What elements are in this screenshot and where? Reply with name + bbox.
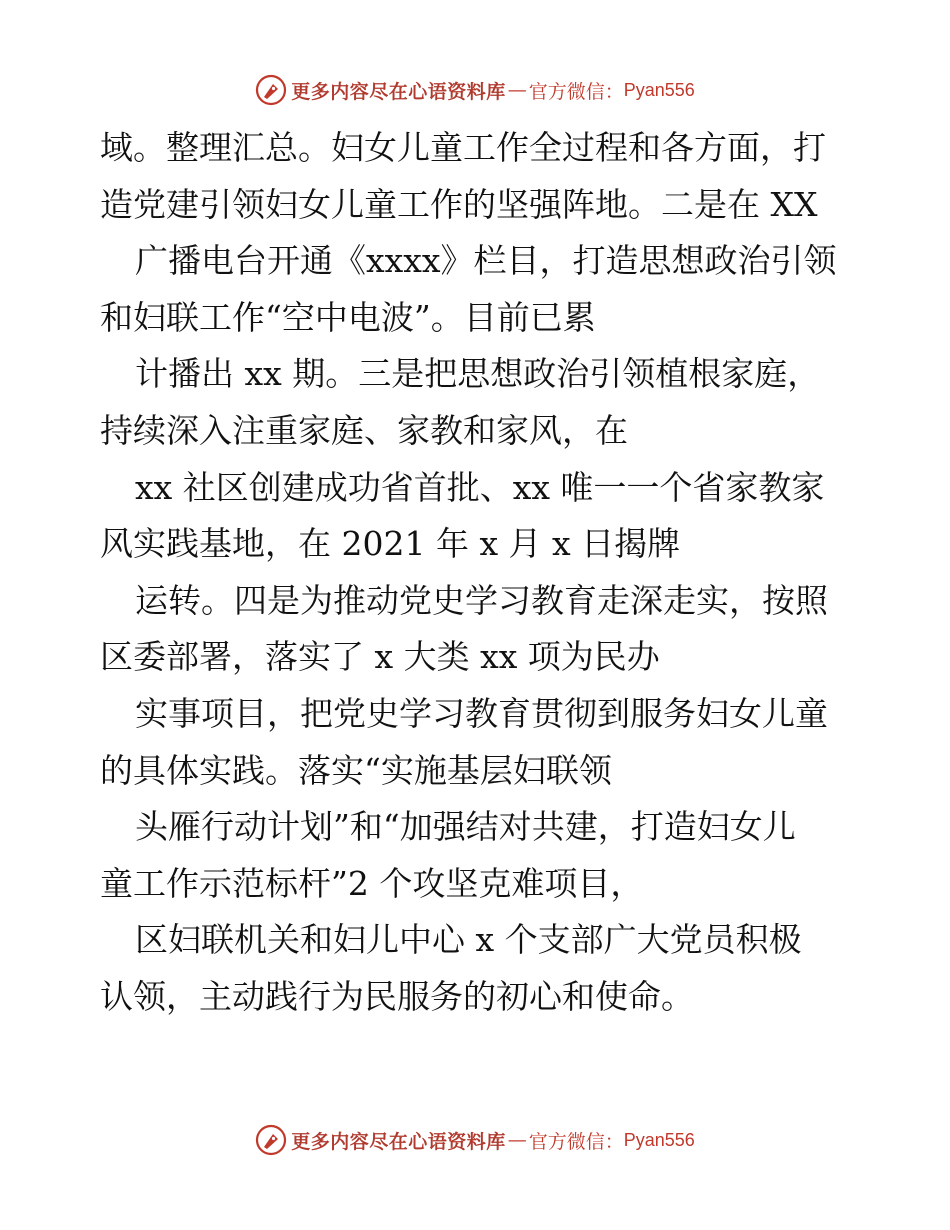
body-line: 计播出 xx 期。三是把思想政治引领植根家庭， [135, 354, 821, 394]
footer-brand-text: 更多内容尽在心语资料库 [291, 1130, 506, 1153]
body-line: 造党建引领妇女儿童工作的坚强阵地。二是在 XX [100, 184, 818, 224]
body-line: 区妇联机关和妇儿中心 x 个支部广大党员积极 [135, 920, 802, 960]
footer-wechat-handle: Pyan556 [623, 1129, 695, 1150]
pen-nib-logo-icon [255, 1124, 287, 1156]
body-line: 域。整理汇总。妇女儿童工作全过程和各方面，打 [100, 128, 826, 167]
header-brand-text: 更多内容尽在心语资料库 [291, 80, 506, 103]
body-line: 的具体实践。落实“实施基层妇联领 [100, 750, 612, 790]
page-header-watermark [0, 70, 950, 110]
body-line: 和妇联工作“空中电波”。目前已累 [100, 297, 596, 337]
body-line: 实事项目，把党史学习教育贯彻到服务妇女儿童 [135, 693, 828, 733]
body-line: xx 社区创建成功省首批、xx 唯一一个省家教家 [135, 467, 825, 507]
document-body [100, 120, 860, 1026]
pen-nib-logo-icon [255, 74, 287, 106]
page-footer-watermark [0, 1120, 950, 1160]
body-line: 头雁行动计划”和“加强结对共建，打造妇女儿 [135, 807, 796, 847]
body-line: 持续深入注重家庭、家教和家风，在 [100, 410, 628, 450]
body-line: 广播电台开通《xxxx》栏目，打造思想政治引领 [135, 241, 837, 281]
body-line: 运转。四是为推动党史学习教育走深走实，按照 [135, 580, 828, 620]
footer-separator: — [507, 1129, 527, 1151]
header-wechat-handle: Pyan556 [623, 79, 695, 100]
body-line: 认领，主动践行为民服务的初心和使命。 [100, 976, 694, 1016]
body-line: 区委部署，落实了 x 大类 xx 项为民办 [100, 637, 660, 677]
header-separator: — [507, 79, 527, 101]
body-line: 风实践基地，在 2021 年 x 月 x 日揭牌 [100, 524, 681, 564]
header-wechat-label: 官方微信： [528, 80, 624, 103]
body-line: 童工作示范标杆”2 个攻坚克难项目， [100, 863, 644, 903]
footer-wechat-label: 官方微信： [528, 1130, 624, 1153]
